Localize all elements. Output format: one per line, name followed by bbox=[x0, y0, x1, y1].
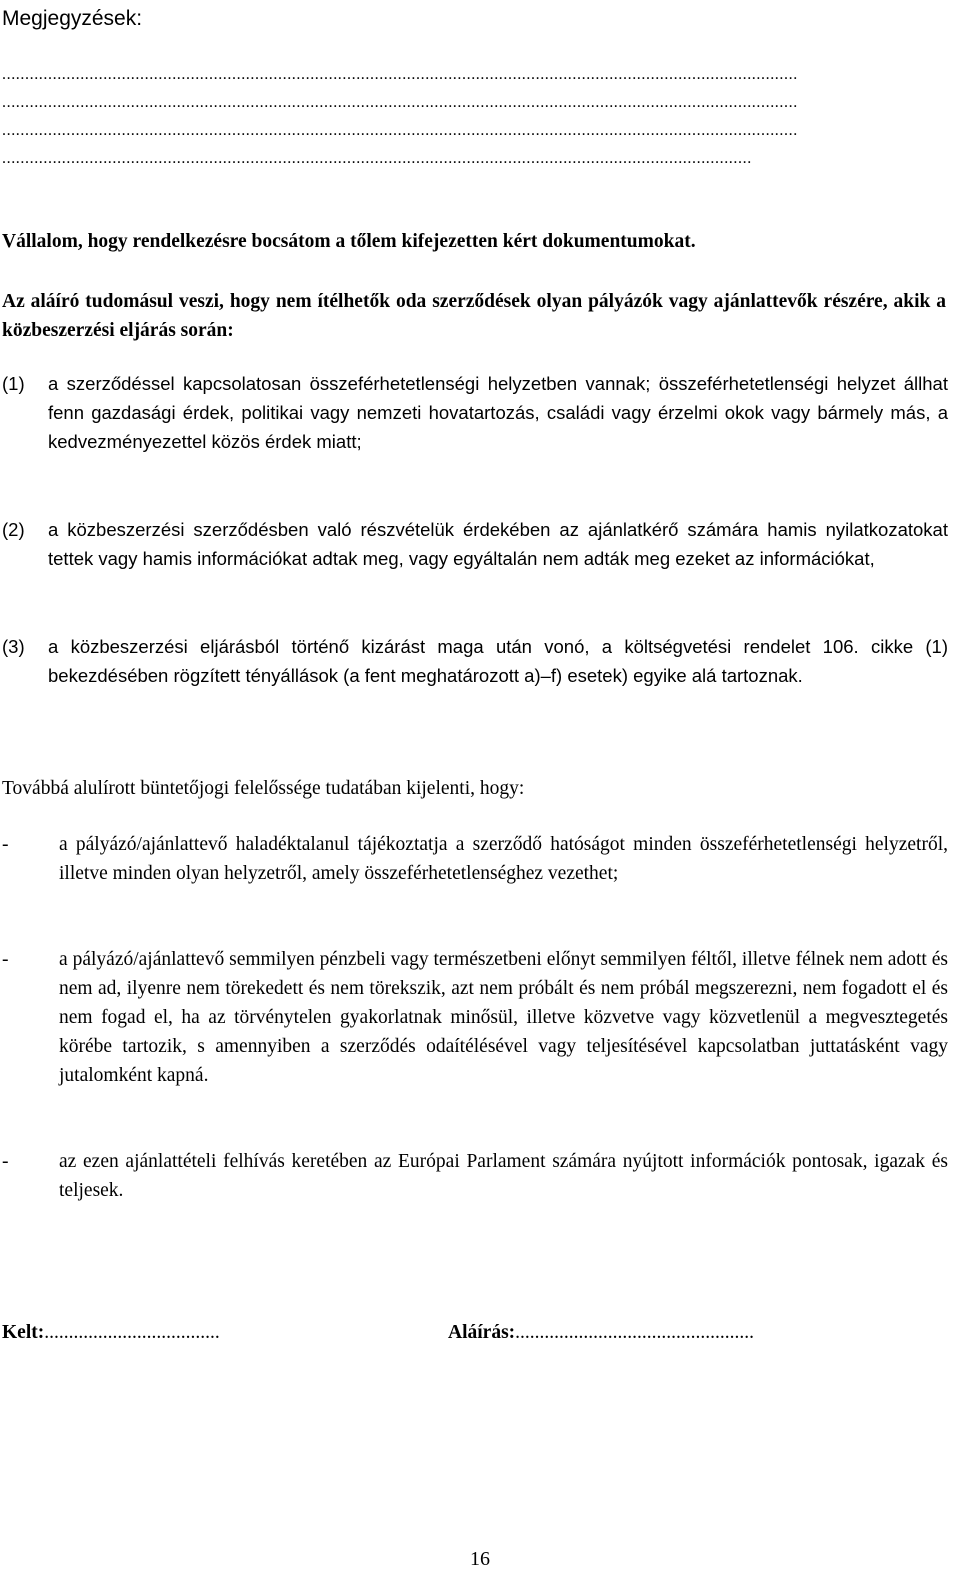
declaration-3 bbox=[2, 1147, 946, 1207]
exclusion-item-2 bbox=[2, 515, 946, 605]
item-text: a közbeszerzési szerződésben való részvételük érdekében az ajánlatkérő számára hamis nyilatkozatokat tettek vagy hamis információkat adtak meg, vagy egyáltalán nem adták meg ezeket az információkat, bbox=[48, 519, 948, 569]
item-number: (3) bbox=[2, 636, 25, 657]
exclusion-item-1 bbox=[2, 369, 946, 479]
declaration-text: a pályázó/ajánlattevő semmilyen pénzbeli vagy természetbeni előnyt semmilyen féltől, illetve félnek nem adott és nem ad, ilyenre nem törekedett és nem törekszik, azt nem próbált és nem próbál megszerezni, nem fogadott el és nem fogad el, ha az törvénytelen gyakorlatnak minősül, illetve közvetve vagy közvetlenül a megvesztegetés körébe tartozik, s amennyiben a szerződés odaítélésével vagy teljesítésével kapcsolatban juttatásként vagy jutalomként kapná. bbox=[59, 949, 948, 1086]
item-number: (2) bbox=[2, 519, 25, 540]
notes-title: Megjegyzések: bbox=[2, 7, 143, 30]
dash-bullet: - bbox=[2, 1151, 9, 1172]
notes-line-2: ............................................................................................................................................................................. bbox=[2, 94, 798, 111]
dash-bullet: - bbox=[2, 834, 9, 855]
notes-line-4: ................................................................................................................................................................... bbox=[2, 150, 752, 167]
signature-label: Aláírás: bbox=[448, 1322, 516, 1343]
declaration-text: a pályázó/ajánlattevő haladéktalanul tájékoztatja a szerződő hatóságot minden összeférhetetlenségi helyzetről, illetve minden olyan helyzetről, amely összeférhetetlenséghez vezethet; bbox=[59, 834, 948, 884]
dash-bullet: - bbox=[2, 949, 9, 970]
signature-dots: ................................................. bbox=[515, 1322, 755, 1343]
date-label: Kelt: bbox=[2, 1322, 45, 1343]
notes-line-3: ............................................................................................................................................................................. bbox=[2, 122, 798, 139]
page-number: 16 bbox=[470, 1548, 490, 1570]
exclusion-item-3 bbox=[2, 632, 946, 722]
item-text: a közbeszerzési eljárásból történő kizárást maga után vonó, a költségvetési rendelet 106. cikke (1) bekezdésében rögzített tényállások (a fent meghatározott a)–f) esetek) egyike alá tartoznak. bbox=[48, 636, 948, 686]
date-dots: .................................... bbox=[44, 1322, 220, 1343]
notes-line-1: ............................................................................................................................................................................. bbox=[2, 66, 798, 83]
liability-intro: Továbbá alulírott büntetőjogi felelőssége tudatában kijelenti, hogy: bbox=[2, 778, 525, 799]
commitment-statement: Vállalom, hogy rendelkezésre bocsátom a tőlem kifejezetten kért dokumentumokat. bbox=[2, 231, 696, 252]
exclusion-intro: Az aláíró tudomásul veszi, hogy nem ítélhetők oda szerződések olyan pályázók vagy ajánlattevők részére, akik a közbeszerzési eljárás során: bbox=[2, 291, 946, 341]
date-field bbox=[2, 1318, 220, 1347]
item-text: a szerződéssel kapcsolatosan összeférhetetlenségi helyzetben vannak; összeférhetetlenségi helyzet állhat fenn gazdasági érdek, politikai vagy nemzeti hovatartozás, családi vagy érzelmi okok vagy bármely más, a kedvezményezettel közös érdek miatt; bbox=[48, 373, 948, 452]
signature-field bbox=[448, 1318, 754, 1347]
declaration-2 bbox=[2, 945, 946, 1125]
declaration-1 bbox=[2, 830, 946, 920]
declaration-text: az ezen ajánlattételi felhívás keretében az Európai Parlament számára nyújtott információk pontosak, igazak és teljesek. bbox=[59, 1151, 948, 1201]
item-number: (1) bbox=[2, 373, 25, 394]
